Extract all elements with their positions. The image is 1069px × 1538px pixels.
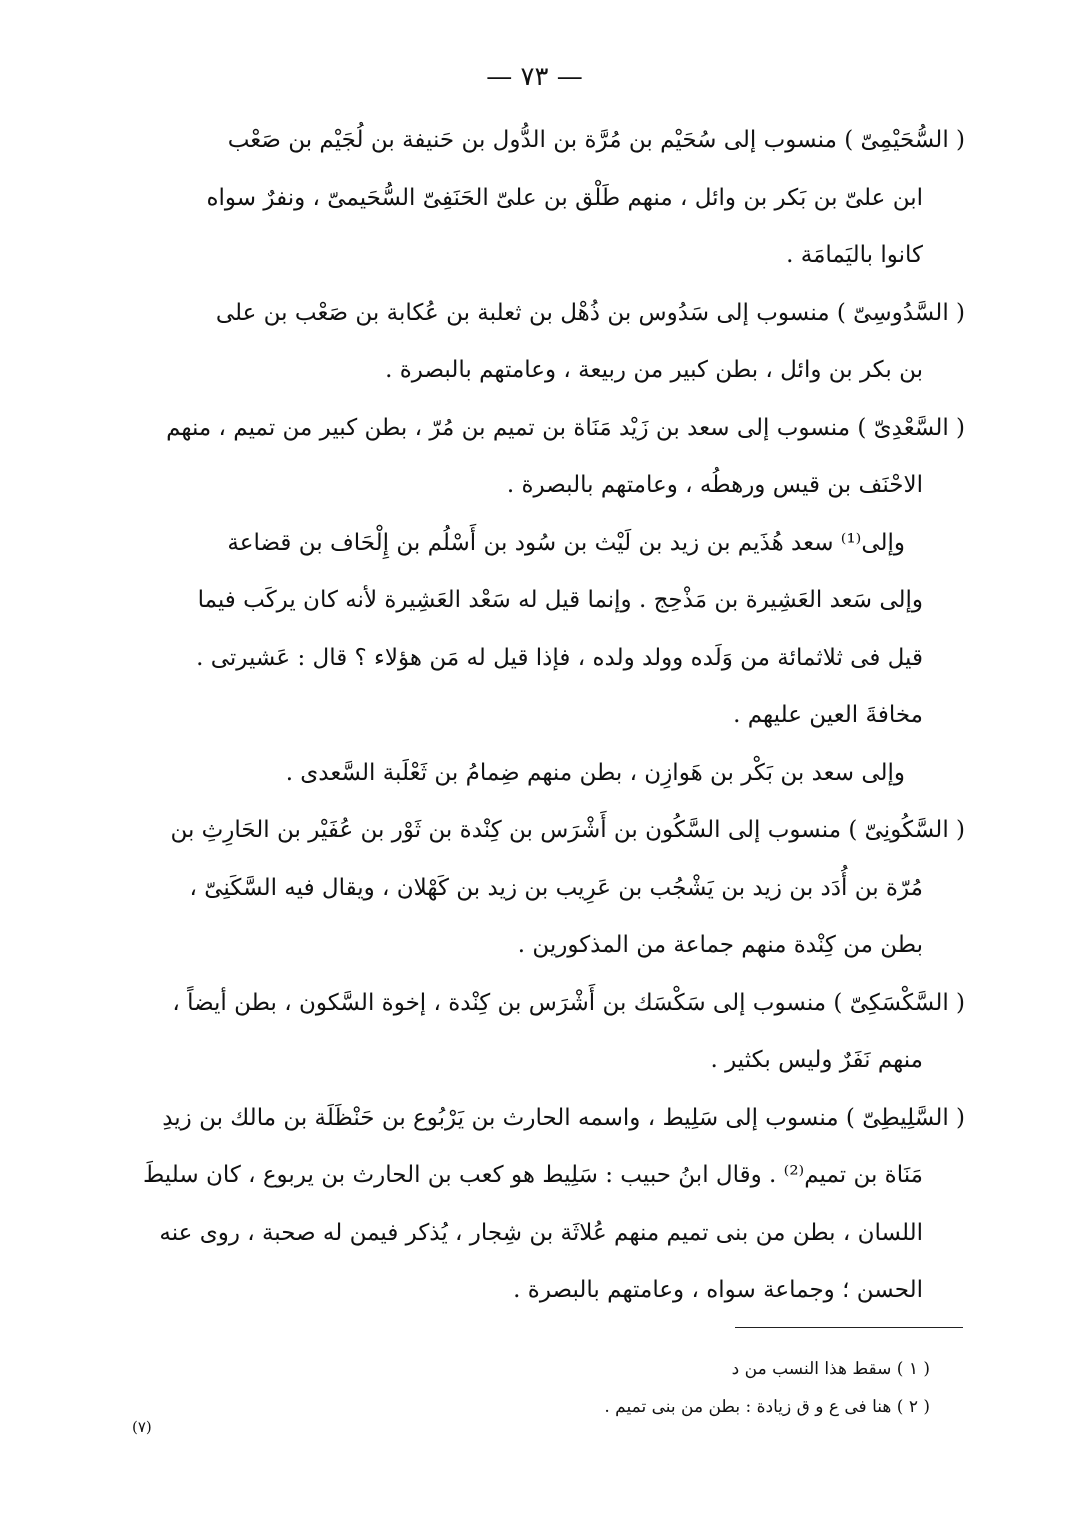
text-line: وإلى سعد بن بَكْر بن هَوازِن ، بطن منهم ضِمامُ بن ثَعْلَبة السَّعدى . [285,759,905,786]
text-line: ( السَّعْدِىّ ) منسوب إلى سعد بن زَيْد مَنَاة بن تميم بن مُرّ ، بطن كبير من تميم ، منهم [166,414,965,441]
text-line: مُرّة بن أُدَد بن زيد بن يَشْجُب بن عَرِيب بن زيد بن كَهْلان ، ويقال فيه السَّكَنِىّ ، [189,874,923,901]
text-line: بن بكر بن وائل ، بطن كبير من ربيعة ، وعامتهم بالبصرة . [385,357,923,383]
signature-mark: (٧) [132,1418,152,1436]
text-line: ( السُّحَيْمِىّ ) منسوب إلى سُحَيْم بن مُرَّة بن الدُّول بن حَنيفة بن لُجَيْم بن صَعْب [227,127,965,153]
text-line: اللسان ، بطن من بنى تميم منهم عُلاثَة بن شِجار ، يُذكر فيمن له صحبة ، روى عنه [159,1219,923,1246]
footnote: ( ٢ ) هنا فى ع و ق زيادة : بطن من بنى تميم . [604,1397,930,1417]
text-line: ابن علىّ بن بَكر بن وائل ، منهم طَلْق بن علىّ الحَنَفِىّ السُّحَيمىّ ، ونفرٌ سواه [206,184,923,211]
text-line: قيل فى ثلاثمائة من وَلَده وولد ولده ، فإذا قيل له مَن هؤلاء ؟ قال : عَشيرتى . [196,644,923,671]
text-line: ( السَّدُوسِىّ ) منسوب إلى سَدُوس بن ذُهْل بن ثعلبة بن عُكابة بن صَعْب بن على [215,299,965,326]
page-number: — ٧٣ — [486,62,583,92]
text-line: الاحْنَف بن قيس ورهطُه ، وعامتهم بالبصرة . [506,472,923,498]
text-line: وإلى سَعد العَشِيرة بن مَذْحِج . وإنما قيل له سَعْد العَشِيرة لأنه كان يركَب فيما [197,587,923,613]
text-line: منهم نَفَرٌ وليس بكثير . [710,1047,923,1073]
text-line: مَنَاة بن تميم⁽²⁾ . وقال ابنُ حبيب : سَلِيط هو كعب بن الحارث بن يربوع ، كان سليطَ [142,1162,923,1188]
text-line: مخافةَ العين عليهم . [733,702,923,728]
text-line: ( السَّكْسَكِىّ ) منسوب إلى سَكْسَك بن أَشْرَس بن كِنْدة ، إخوة السَّكون ، بطن أيضاً ، [172,989,965,1016]
footnote-divider [735,1327,963,1328]
text-line: الحسن ؛ وجماعة سواه ، وعامتهم بالبصرة . [513,1277,923,1303]
body-text [120,112,965,1320]
text-line: بطن من كِنْدة منهم جماعة من المذكورين . [517,932,923,958]
footnote: ( ١ ) سقط هذا النسب من د [731,1359,930,1379]
text-line: كانوا باليَمامَة . [786,242,923,268]
footnotes [440,1350,930,1426]
text-line: وإلى⁽¹⁾ سعد هُذَيم بن زيد بن لَيْث بن سُود بن أَسْلُم بن إِلْحَاف بن قضاعة [227,529,905,556]
text-line: ( السَّكُونِىّ ) منسوب إلى السَّكُون بن أَشْرَس بن كِنْدة بن ثَوْر بن عُفَيْر بن الحَارِثِ بن [170,817,965,843]
text-line: ( السَّلِيطِىّ ) منسوب إلى سَلِيط ، واسمه الحارث بن يَرْبُوع بن حَنْظَلَة بن مالك بن زيدِ [162,1104,965,1131]
